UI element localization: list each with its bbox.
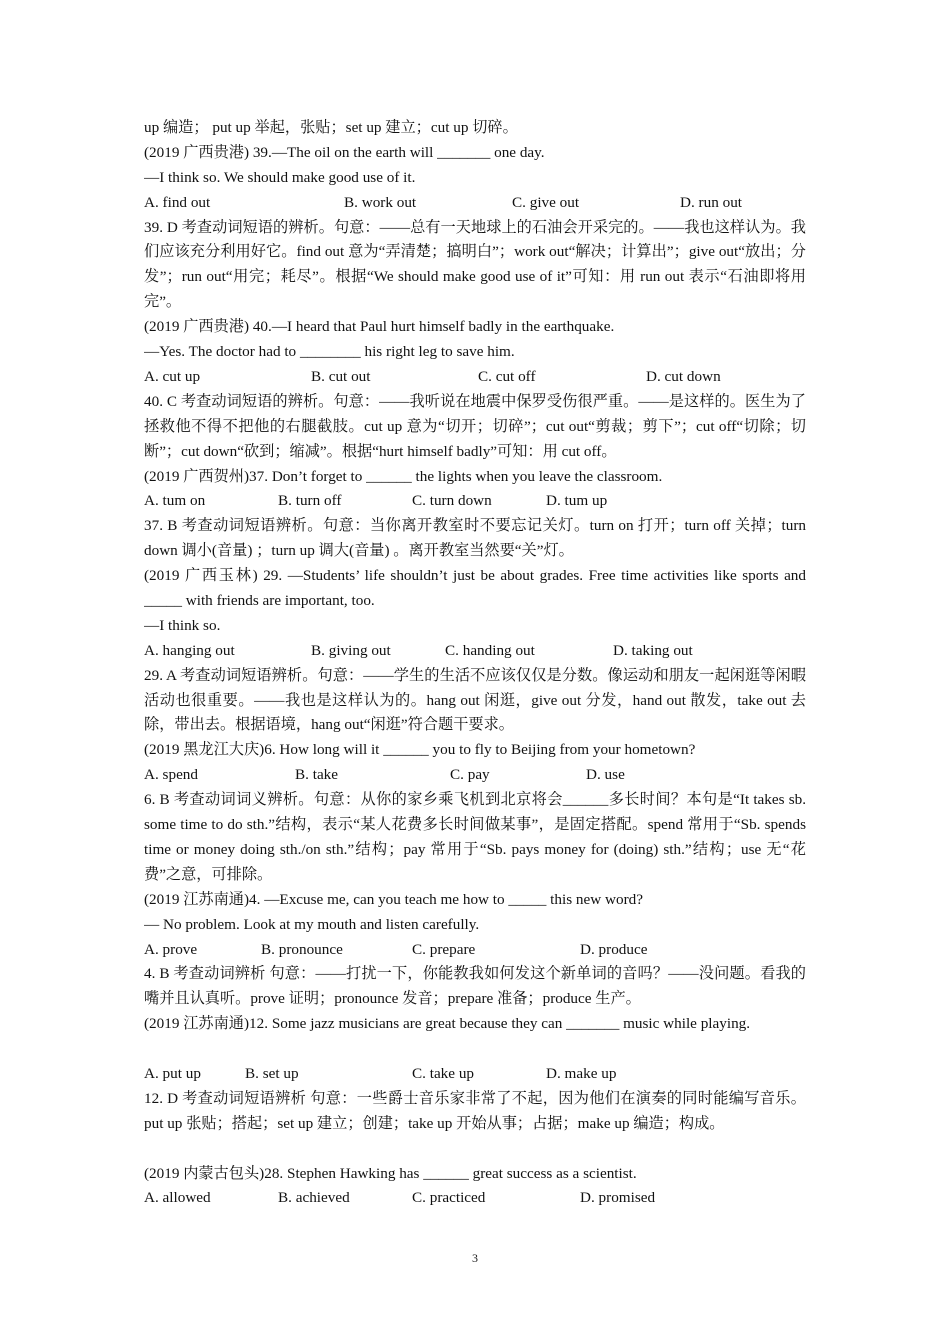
answer-option: A. find out <box>144 193 211 211</box>
answer-options <box>144 639 806 664</box>
text-line: (2019 黑龙江大庆)6. How long will it ______ you to fly to Beijing from your hometown? <box>144 741 696 759</box>
text-line: —I think so. <box>144 616 221 634</box>
text-line: up 编造； put up 举起，张贴；set up 建立；cut up 切碎。 <box>144 119 518 136</box>
answer-option: B. take <box>295 766 339 784</box>
text-paragraph: 40. C 考查动词短语的辨析。句意：——我听说在地震中保罗受伤很严重。——是这样的。医生为了拯救他不得不把他的右腿截肢。cut up 意为“切开；切碎”；cut out“剪裁；剪下”；cut off“切除；切断”；cut down“砍到；缩减”。根据“hurt himself badly”可知：用 cut off。 <box>144 392 806 460</box>
answer-option: C. pay <box>450 766 490 784</box>
answer-option: B. turn off <box>278 492 342 510</box>
answer-option: A. prove <box>144 940 198 958</box>
text-line: (2019 广西贺州)37. Don’t forget to ______ the lights when you leave the classroom. <box>144 467 663 485</box>
text-line: (2019 广西贵港) 39.—The oil on the earth will _______ one day. <box>144 143 545 161</box>
answer-option: A. allowed <box>144 1189 211 1207</box>
answer-option: C. give out <box>512 193 580 211</box>
text-paragraph: 4. B 考查动词辨析 句意：——打扰一下，你能教我如何发这个新单词的音吗？——没问题。看我的嘴并且认真听。prove 证明；pronounce 发音；prepare 准备；produce 生产。 <box>144 965 806 1008</box>
answer-option: D. cut down <box>646 367 721 385</box>
answer-option: B. cut out <box>311 367 371 385</box>
answer-options <box>144 489 806 514</box>
answer-option: D. run out <box>680 193 743 211</box>
answer-option: A. put up <box>144 1065 201 1082</box>
answer-options <box>144 1186 806 1211</box>
answer-option: B. pronounce <box>261 940 343 958</box>
text-paragraph: (2019 江苏南通)12. Some jazz musicians are great because they can _______ music while playing. <box>144 1015 751 1033</box>
answer-option: C. prepare <box>412 940 476 958</box>
answer-option: D. promised <box>580 1189 656 1207</box>
text-line: —Yes. The doctor had to ________ his right leg to save him. <box>144 343 515 361</box>
answer-option: A. cut up <box>144 367 201 385</box>
answer-option: D. taking out <box>613 641 693 659</box>
answer-option: A. spend <box>144 766 198 784</box>
text-paragraph: 37. B 考查动词短语辨析。句意：当你离开教室时不要忘记关灯。turn on 打开；turn off 关掉；turn down 调小(音量) ；turn up 调大(音量) 。离开教室当然要“关”灯。 <box>144 517 806 560</box>
answer-option: B. giving out <box>311 641 391 659</box>
answer-options <box>144 365 806 390</box>
text-line: —I think so. We should make good use of it. <box>144 168 416 186</box>
text-line: (2019 广西贵港) 40.—I heard that Paul hurt himself badly in the earthquake. <box>144 318 615 336</box>
answer-options <box>144 938 806 963</box>
text-paragraph: 39. D 考查动词短语的辨析。句意：——总有一天地球上的石油会开采完的。——我也这样认为。我们应该充分利用好它。find out 意为“弄清楚；搞明白”；work out“解决；计算出”；give out“放出；分发”；run out“用完；耗尽”。根据“We should make good use of it”可知：用 run out 表示“石油即将用完”。 <box>144 218 806 311</box>
answer-option: C. cut off <box>478 367 536 385</box>
answer-option: C. take up <box>412 1065 475 1082</box>
answer-option: C. turn down <box>412 492 492 510</box>
answer-option: C. practiced <box>412 1189 486 1207</box>
answer-options <box>144 1062 806 1087</box>
answer-option: D. make up <box>546 1065 617 1082</box>
answer-option: D. produce <box>580 940 648 958</box>
answer-option: D. tum up <box>546 492 608 510</box>
text-paragraph: 6. B 考查动词词义辨析。句意：从你的家乡乘飞机到北京将会______多长时间？本句是“It takes sb. some time to do sth.”结构，表示“某人花费多长时间做某事”，是固定搭配。spend 常用于“Sb. spends time or money doing sth./on sth.”结构；pay 常用于“Sb. pays money for (doing) sth.”结构；use 无“花费”之意，可排除。 <box>144 791 806 883</box>
answer-option: D. use <box>586 766 625 784</box>
text-paragraph: 29. A 考查动词短语辨析。句意：——学生的生活不应该仅仅是分数。像运动和朋友一起闲逛等闲暇活动也很重要。——我也是这样认为的。hang out 闲逛，give out 分发，hand out 散发，take out 去除，带出去。根据语境，hang out“闲逛”符合题干要求。 <box>144 666 806 734</box>
text-line: — No problem. Look at my mouth and listen carefully. <box>144 915 480 933</box>
answer-option: A. hanging out <box>144 641 235 659</box>
answer-option: B. achieved <box>278 1189 350 1207</box>
answer-options <box>144 763 806 788</box>
text-line: (2019 江苏南通)4. —Excuse me, can you teach me how to _____ this new word? <box>144 890 643 908</box>
page-number: 3 <box>472 1251 478 1265</box>
text-line: (2019 内蒙古包头)28. Stephen Hawking has ______ great success as a scientist. <box>144 1164 637 1182</box>
answer-option: B. work out <box>344 193 417 211</box>
answer-option: C. handing out <box>445 641 535 659</box>
answer-option: B. set up <box>245 1065 299 1082</box>
document-body <box>144 116 806 1211</box>
answer-option: A. tum on <box>144 492 206 510</box>
answer-options <box>144 191 806 216</box>
text-paragraph: (2019 广西玉林) 29. —Students’ life shouldn’t just be about grades. Free time activities like sports and _____ with friends are important, too. <box>144 567 806 609</box>
text-paragraph: 12. D 考查动词短语辨析 句意：一些爵士音乐家非常了不起，因为他们在演奏的同时能编写音乐。put up 张贴；搭起；set up 建立；创建；take up 开始从事；占据；make up 编造；构成。 <box>144 1089 806 1132</box>
